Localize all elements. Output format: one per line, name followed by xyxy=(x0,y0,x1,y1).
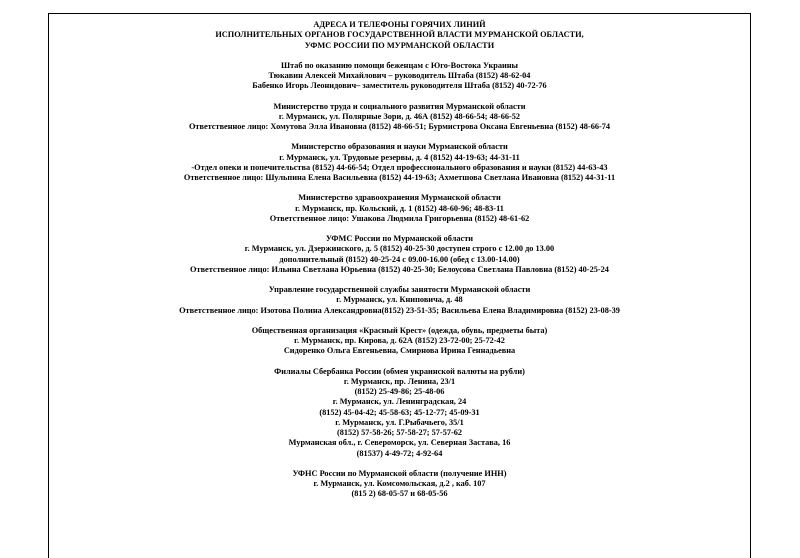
section-line: г. Мурманск, пр. Кирова, д. 62А (8152) 23-72-00; 25-72-42 xyxy=(294,336,505,345)
header-line: УФМС РОССИИ ПО МУРМАНСКОЙ ОБЛАСТИ xyxy=(304,40,495,50)
section-spacer xyxy=(49,459,750,469)
section-line: (815 2) 68-05-57 и 68-05-56 xyxy=(351,489,448,499)
document-content xyxy=(49,14,750,500)
contact-section xyxy=(49,285,750,316)
section-line: Сидоренко Ольга Евгеньевна, Смирнова Ирина Геннадьевна xyxy=(283,346,516,356)
section-line: г. Мурманск, пр. Кольский, д. 1 (8152) 48-60-96; 48-83-11 xyxy=(295,203,504,213)
contact-section xyxy=(49,102,750,133)
section-line: Тюкавин Алексей Михайлович – руководитель Штаба (8152) 48-62-04 xyxy=(268,71,531,80)
section-line: г. Мурманск, пр. Ленина, 23/1 xyxy=(343,376,456,386)
contact-section xyxy=(49,61,750,92)
section-line: Мурманская обл., г. Североморск, ул. Северная Застава, 16 xyxy=(288,438,511,448)
document-header xyxy=(49,20,750,51)
section-spacer xyxy=(49,132,750,142)
section-title: Управление государственной службы занятости Мурманской области xyxy=(268,285,531,294)
header-line: ИСПОЛНИТЕЛЬНЫХ ОРГАНОВ ГОСУДАРСТВЕННОЙ ВЛАСТИ МУРМАНСКОЙ ОБЛАСТИ, xyxy=(215,30,584,40)
section-spacer xyxy=(49,92,750,102)
header-line: АДРЕСА И ТЕЛЕФОНЫ ГОРЯЧИХ ЛИНИЙ xyxy=(313,20,486,29)
section-title: Министерство здравоохранения Мурманской области xyxy=(298,193,501,203)
sections-container xyxy=(49,51,750,500)
section-line: г. Мурманск, ул. Книповича, д. 48 xyxy=(336,295,463,305)
section-line: г. Мурманск, ул. Комсомольская, д.2 , каб. 107 xyxy=(313,479,486,488)
section-line: г. Мурманск, ул. Полярные Зори, д. 46А (8152) 48-66-54; 48-66-52 xyxy=(278,111,521,121)
section-line: г. Мурманск, ул. Ленинградская, 24 xyxy=(332,397,467,407)
section-spacer xyxy=(49,357,750,367)
contact-section xyxy=(49,469,750,500)
section-title: Общественная организация «Красный Крест» (одежда, обувь, предметы быта) xyxy=(251,325,548,335)
contact-section xyxy=(49,326,750,357)
section-line: Бабенко Игорь Леонидович– заместитель руководителя Штаба (8152) 40-72-76 xyxy=(252,81,547,91)
section-title: Министерство труда и социального развития Мурманской области xyxy=(273,101,526,111)
contact-section xyxy=(49,142,750,183)
section-line: (8152) 57-58-26; 57-58-27; 57-57-62 xyxy=(336,428,463,437)
section-title: Филиалы Сбербанка России (обмен украинской валюты на рубли) xyxy=(274,366,525,376)
section-title: УФНС России по Мурманской области (получение ИНН) xyxy=(292,468,507,478)
section-spacer xyxy=(49,183,750,193)
contact-section xyxy=(49,234,750,275)
contact-section xyxy=(49,367,750,459)
section-line: (8152) 25-49-86; 25-48-06 xyxy=(354,387,445,396)
section-spacer xyxy=(49,224,750,234)
section-line: Ответственное лицо: Изотова Полина Александровна(8152) 23-51-35; Васильева Елена Владимировна (8152) 23-08-39 xyxy=(179,305,620,315)
section-line: -Отдел опеки и попечительства (8152) 44-66-54; Отдел профессионального образования и науки (8152) 44-63-43 xyxy=(191,162,608,172)
section-line: Ответственное лицо: Хомутова Элла Ивановна (8152) 48-66-51; Бурмистрова Оксана Евгеньевна (8152) 48-66-74 xyxy=(188,122,611,131)
section-title: Штаб по оказанию помощи беженцам с Юго-Востока Украины xyxy=(280,60,519,70)
section-line: Ответственное лицо: Шульпина Елена Васильевна (8152) 44-19-63; Ахметшова Светлана Ивановна (8152) 44-31-11 xyxy=(183,173,616,182)
section-line: (8152) 45-04-42; 45-58-63; 45-12-77; 45-09-31 xyxy=(319,407,480,417)
section-spacer xyxy=(49,316,750,326)
section-line: г. Мурманск, ул. Г.Рыбачьего, 35/1 xyxy=(335,417,464,427)
section-title: Министерство образования и науки Мурманской области xyxy=(291,142,508,152)
contact-section xyxy=(49,193,750,224)
document-page xyxy=(48,13,751,558)
section-line: г. Мурманск, ул. Трудовые резервы, д. 4 (8152) 44-19-63; 44-31-11 xyxy=(279,152,520,162)
section-line: дополнительный (8152) 40-25-24 с 09.00-16.00 (обед с 13.00-14.00) xyxy=(279,254,520,264)
section-title: УФМС России по Мурманской области xyxy=(325,234,474,243)
section-line: (81537) 4-49-72; 4-92-64 xyxy=(356,448,443,458)
section-line: г. Мурманск, ул. Дзержинского, д. 5 (8152) 40-25-30 доступен строго с 12.00 до 13.00 xyxy=(244,244,555,254)
section-line: Ответственное лицо: Ушакова Людмила Григорьевна (8152) 48-61-62 xyxy=(269,213,530,223)
section-spacer xyxy=(49,275,750,285)
section-line: Ответственное лицо: Ильина Светлана Юрьевна (8152) 40-25-30; Белоусова Светлана Павловна (8152) 40-25-24 xyxy=(190,264,609,274)
section-spacer xyxy=(49,51,750,61)
